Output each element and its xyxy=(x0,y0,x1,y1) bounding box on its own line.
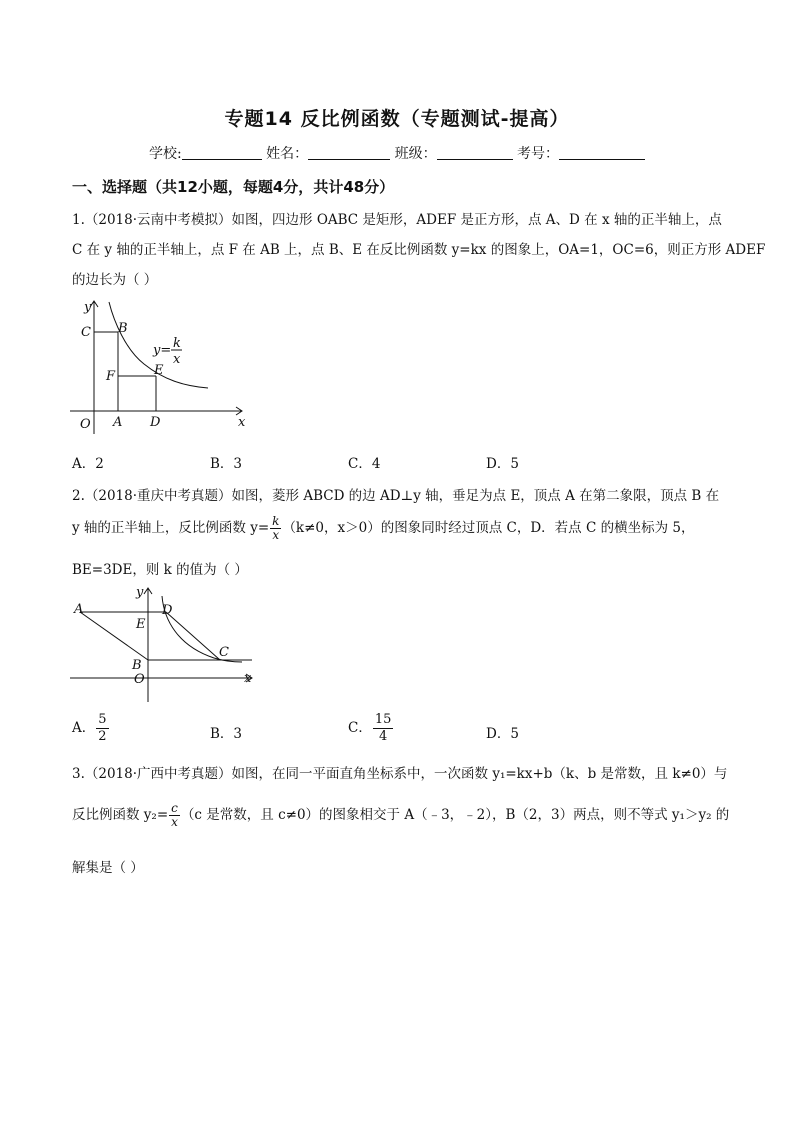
class-label: 班级： xyxy=(394,146,437,162)
q2-line2-text-a: y 轴的正半轴上，反比例函数 y= xyxy=(72,520,270,536)
q1-line3: 的边长为（ ） xyxy=(72,272,158,288)
q2-option-c-fraction xyxy=(373,712,394,745)
q3-frac-num: c xyxy=(169,802,180,816)
q1-label-e: E xyxy=(154,363,164,378)
school-blank[interactable] xyxy=(182,145,262,160)
q2-label-e: E xyxy=(136,617,146,632)
q2-line3: BE=3DE，则 k 的值为（ ） xyxy=(72,562,248,578)
q1-line1: 1.（2018·云南中考模拟）如图，四边形 OABC 是矩形，ADEF 是正方形，点 A、D 在 x 轴的正半轴上，点 xyxy=(72,212,722,228)
q2-option-a[interactable] xyxy=(72,712,110,745)
q1-option-c[interactable]: C．4 xyxy=(348,456,381,472)
q1-label-o: O xyxy=(80,417,91,432)
q1-option-b[interactable]: B．3 xyxy=(210,456,243,472)
q1-func-prefix: y= xyxy=(153,343,172,358)
q2-option-a-den: 2 xyxy=(98,729,107,744)
q2-label-d: D xyxy=(162,603,173,618)
student-info-line xyxy=(0,143,794,163)
q2-line2 xyxy=(72,515,694,542)
section-heading: 一、选择题（共12小题，每题4分，共计48分） xyxy=(72,178,395,196)
q2-option-c-num: 15 xyxy=(374,712,392,727)
q2-label-c: C xyxy=(219,645,229,660)
q2-option-a-fraction xyxy=(96,712,108,745)
q2-curve xyxy=(162,596,242,662)
number-label: 考号： xyxy=(517,146,560,162)
q1-option-a[interactable]: A．2 xyxy=(72,456,104,472)
q3-line1: 3.（2018·广西中考真题）如图，在同一平面直角坐标系中，一次函数 y₁=kx+b（k、b 是常数，且 k≠0）与 xyxy=(72,766,728,782)
q3-line3: 解集是（ ） xyxy=(72,860,144,876)
q2-label-a: A xyxy=(74,602,84,617)
q1-label-f: F xyxy=(106,369,116,384)
q2-option-a-label: A． xyxy=(72,720,96,736)
q1-label-c: C xyxy=(81,325,91,340)
q2-fraction xyxy=(270,515,281,542)
q1-option-d[interactable]: D．5 xyxy=(486,456,519,472)
q3-line2 xyxy=(72,802,729,829)
q2-option-d[interactable]: D．5 xyxy=(486,726,519,742)
q1-label-b: B xyxy=(118,321,128,336)
q2-option-b[interactable]: B．3 xyxy=(210,726,243,742)
q2-line2-text-b: （k≠0，x＞0）的图象同时经过顶点 C，D．若点 C 的横坐标为 5， xyxy=(282,520,695,536)
q2-option-c-label: C． xyxy=(348,720,372,736)
q2-segment-dc xyxy=(166,612,220,660)
q1-label-d: D xyxy=(150,415,161,430)
q2-option-a-num: 5 xyxy=(98,712,107,727)
q3-frac-den: x xyxy=(171,815,178,829)
q2-label-y: y xyxy=(136,585,144,600)
q3-line2-text-b: （c 是常数，且 c≠0）的图象相交于 A（﹣3，﹣2），B（2，3）两点，则不等式 y₁＞y₂ 的 xyxy=(180,807,730,823)
q2-option-c-den: 4 xyxy=(378,729,388,744)
school-label: 学校: xyxy=(148,146,182,162)
q1-line2: C 在 y 轴的正半轴上，点 F 在 AB 上，点 B、E 在反比例函数 y=kx 的图象上，OA=1，OC=6，则正方形 ADEF xyxy=(72,242,766,258)
q3-fraction xyxy=(169,802,180,829)
q1-label-x: x xyxy=(238,415,246,430)
q2-label-b: B xyxy=(132,658,142,673)
name-label: 姓名： xyxy=(266,146,309,162)
q2-label-o: O xyxy=(134,672,145,687)
class-blank[interactable] xyxy=(437,145,513,160)
q2-line1: 2.（2018·重庆中考真题）如图，菱形 ABCD 的边 AD⊥y 轴，垂足为点 E，顶点 A 在第二象限，顶点 B 在 xyxy=(72,488,720,504)
q2-frac-num: k xyxy=(272,514,280,528)
q1-func-num: k xyxy=(173,336,181,351)
q2-frac-den: x xyxy=(272,528,280,542)
name-blank[interactable] xyxy=(308,145,390,160)
q3-line2-text-a: 反比例函数 y₂= xyxy=(72,807,169,823)
q2-label-x: x xyxy=(244,671,252,686)
page-title: 专题14 反比例函数（专题测试-提高） xyxy=(224,108,570,130)
q2-figure xyxy=(66,584,262,708)
q1-figure xyxy=(66,296,252,438)
q1-label-a: A xyxy=(113,415,123,430)
q1-label-y: y xyxy=(84,300,92,315)
q2-option-c[interactable] xyxy=(348,712,394,745)
q1-func-den: x xyxy=(173,352,181,367)
number-blank[interactable] xyxy=(559,145,645,160)
